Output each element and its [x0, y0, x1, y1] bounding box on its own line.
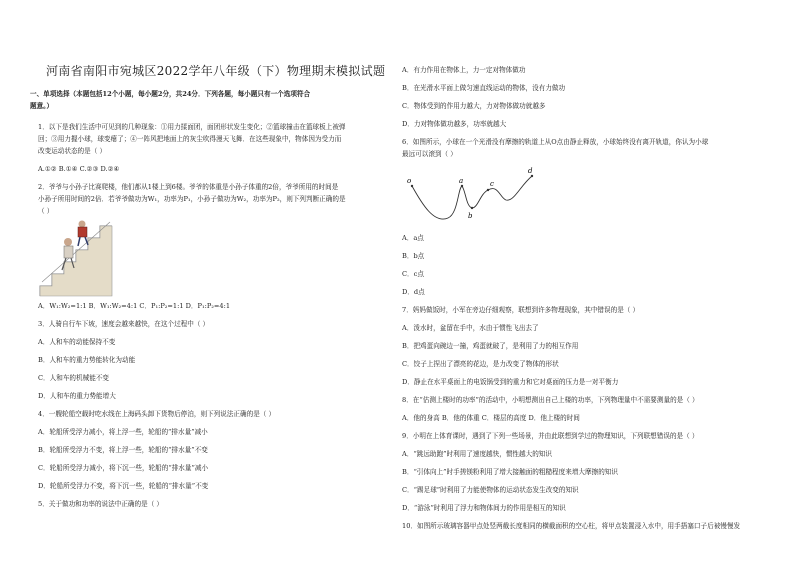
left-line: B．轮船所受浮力不变，将上浮一些，轮船的“排水量”不变	[38, 446, 208, 454]
left-line: C．轮船所受浮力减小，将下沉一些，轮船的“排水量”减小	[38, 464, 209, 472]
left-line: A．人和车的动能保持不变	[38, 338, 116, 346]
left-line: 2．爷爷与小孙子比赛爬楼，他们都从1楼上到6楼。爷爷的体重是小孙子体重的2倍，爷爷所用的时间是	[38, 183, 339, 191]
left-line: 小孙子所用时间的2倍．若爷爷做功为W₁，功率为P₁，小孙子做功为W₂，功率为P₂，则下列判断正确的是	[38, 195, 346, 203]
track-curve-figure	[404, 164, 542, 228]
left-line: A．轮船所受浮力减小，将上浮一些，轮船的“排水量”减小	[38, 428, 208, 436]
right-line: A．有力作用在物体上，力一定对物体做功	[402, 66, 526, 74]
point-c-label: c	[490, 180, 494, 188]
right-line: B．把鸡蛋向碗边一撞，鸡蛋就破了，是利用了力的相互作用	[402, 342, 579, 350]
right-line: 最远可以滚到（ ）	[402, 150, 457, 158]
left-line: A.①② B.①④ C.②③ D.②④	[38, 165, 120, 173]
point-b-label: b	[468, 212, 473, 220]
stairs-climbing-figure	[38, 212, 114, 298]
right-line: C．“踢足球”时利用了力能使物体的运动状态发生改变的知识	[402, 486, 579, 494]
right-line: 8．在“估测上楼时的功率”的活动中，小明想测出自己上楼的功率，下列物理量中不需要测量的是（ ）	[402, 396, 699, 404]
left-line: 一、单项选择（本题包括12个小题，每小题2分，共24分．下列各题，每小题只有一个选项符合	[30, 90, 311, 98]
left-line: 3．人骑自行车下坡，速度会越来越快，在这个过程中（ ）	[38, 320, 210, 328]
right-line: B．“引体向上”时手搓镁粉利用了增大接触面的粗糙程度来增大摩擦的知识	[402, 468, 618, 476]
right-line: C．c点	[402, 270, 424, 278]
point-a-label: a	[459, 177, 464, 185]
right-line: A．他的身高 B．他的体重 C．楼层的高度 D．他上楼的时间	[402, 414, 580, 422]
point-d-label: d	[528, 167, 533, 175]
left-line: C．人和车的机械能不变	[38, 374, 109, 382]
right-line: A．“跳远助跑”时利用了速度越快，惯性越大的知识	[402, 450, 552, 458]
right-line: C．物体受到的作用力越大，力对物体做功就越多	[402, 102, 546, 110]
left-line: 5．关于做功和功率的说法中正确的是（ ）	[38, 500, 163, 508]
page-title: 河南省南阳市宛城区2022学年八年级（下）物理期末模拟试题	[46, 64, 386, 78]
right-line: B．b点	[402, 252, 425, 260]
right-line: D．力对物体做功越多，功率就越大	[402, 120, 507, 128]
left-line: B．人和车的重力势能转化为动能	[38, 356, 136, 364]
right-line: 7．妈妈做饭时，小军在旁边仔细观察，联想到许多物理现象，其中错误的是（ ）	[402, 306, 640, 314]
right-line: B．在光滑水平面上做匀速直线运动的物体，没有力做功	[402, 84, 566, 92]
left-line: 回；③用力握小球，球变瘪了；④一阵风把地面上的灰尘吹得漫天飞舞．在这些现象中，物体因为受力而	[38, 135, 342, 143]
right-line: D．静止在水平桌面上的电饭锅受到的重力和它对桌面的压力是一对平衡力	[402, 378, 619, 386]
right-line: A．泼水时，盆留在手中，水由于惯性飞出去了	[402, 324, 539, 332]
right-line: 10．如图所示玻璃容器甲点处竖两截长度相同的横截面积的空心柱，将甲点装置浸入水中，用手捂塞口子后被慢慢发	[402, 522, 741, 530]
right-line: C．饺子上捏出了漂亮的花边，是力改变了物体的形状	[402, 360, 559, 368]
left-line: 题意。）	[30, 102, 54, 110]
left-line: A．W₁:W₂=1:1 B．W₁:W₂=4:1 C．P₁:P₂=1:1 D．P₁:P₂=4:1	[38, 302, 231, 310]
left-line: （ ）	[38, 207, 54, 215]
left-line: 1．以下是我们生活中可见到的几种现象：①用力揉面团，面团形状发生变化；②篮球撞击在篮球板上被弹	[38, 123, 346, 131]
right-line: 6．如图所示，小球在一个光滑没有摩擦的轨道上从O点由静止释放，小球始终没有离开轨道，你认为小球	[402, 138, 709, 146]
point-o-label: o	[407, 177, 412, 185]
right-line: D．“游泳”时利用了浮力和物体间力的作用是相互的知识	[402, 504, 566, 512]
right-line: A．a点	[402, 234, 424, 242]
left-line: 改变运动状态的是（ ）	[38, 147, 107, 155]
right-line: 9．小明在上体育课时，遇到了下列一些场景，并由此联想到学过的物理知识，下列联想错误的是（ ）	[402, 432, 699, 440]
left-line: D．轮船所受浮力不变，将下沉一些，轮船的“排水量”不变	[38, 482, 209, 490]
left-line: D．人和车的重力势能增大	[38, 392, 116, 400]
left-line: 4．一艘轮船空载时吃水线在上海码头卸下货物后停泊，则下列说法正确的是（ ）	[38, 410, 276, 418]
right-line: D．d点	[402, 288, 425, 296]
